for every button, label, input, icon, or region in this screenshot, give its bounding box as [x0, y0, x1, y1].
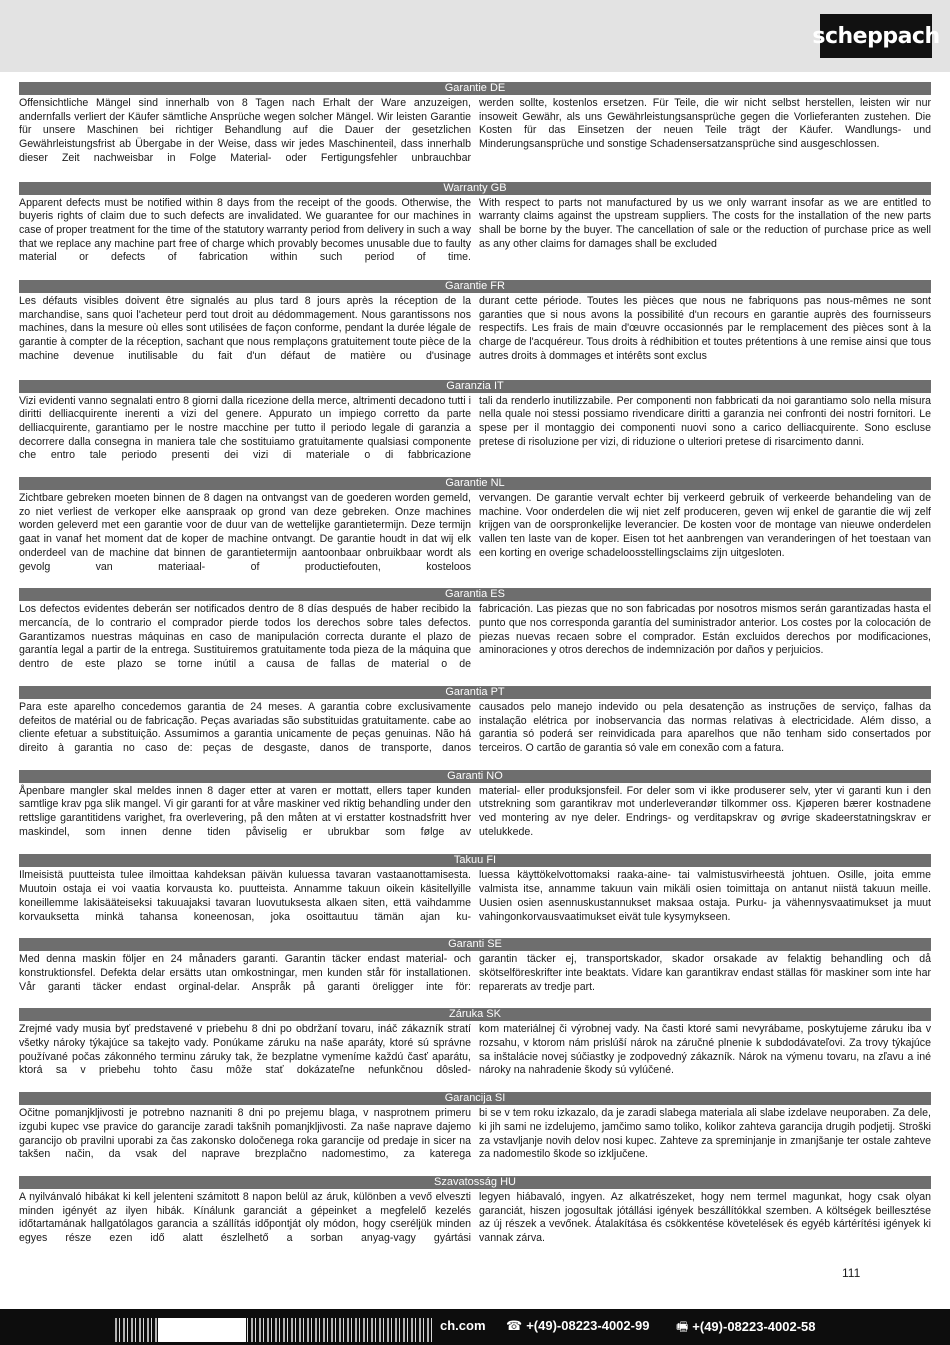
section-text-left: Apparent defects must be notified within 8 days from the receipt of the goods. Otherwise, the buyeris rights of claim due to such defects are invalidated. We guarantee for our machines in case of proper treatment for the time of the statutory warranty period from delivery in such a way that we replace any machine part free of charge which provably becomes unusable due to faulty material or defects of fabrication within such period of time. [19, 196, 471, 264]
warranty-section [19, 1176, 931, 1246]
section-text-right: causados pelo manejo indevido ou pela desatenção as instruções de serviço, falhas da instalação elétrica por inobservancia das normas relativas à electricidade. Além disso, a garantia só poderá ser reinvidicada para aparelhos que não tenham sido consertados por terceiros. O cartão de garantia só vale em conexão com a fatura. [479, 700, 931, 754]
section-text-right: werden sollte, kostenlos ersetzen. Für Teile, die wir nicht selbst herstellen, leisten wir nur insoweit Gewähr, als uns Gewährleistungsansprüche gegen die Vorlieferanten zustehen. Die Kosten für das Einsetzen der neuen Teile trägt der Käufer. Wandlungs- und Minderungsansprüche und sonstige Schadensersatzansprüche sind ausgeschlossen. [479, 97, 931, 151]
section-title: Warranty GB [19, 182, 931, 195]
section-title: Garantie NL [19, 477, 931, 490]
phone-icon: ☎ [506, 1318, 523, 1333]
section-text-right: durant cette période. Toutes les pièces que nous ne fabriquons pas nous-mêmes ne sont garanties que si nous avons la possibilité d'un recours en garantie auprès des fournisseurs respectifs. Les frais de main d'œuvre occasionnés par le remplacement des pièces sont à la charge de l'acquéreur. Tous droits à rédhibition et toutes prétentions à une remise ainsi que tous autres droits à dommages et intérêts sont exclus [479, 295, 931, 362]
warranty-section [19, 938, 931, 994]
footer-fax [676, 1318, 816, 1340]
section-text-left: Med denna maskin följer en 24 månaders garanti. Garantin täcker endast material- och konstruktionsfel. Defekta delar ersätts utan omkostningar, men kunden står för installationen. Vår garanti täcker endast orginal-delar. Anspråk på garanti öreligger inte för: [19, 953, 471, 993]
section-title: Szavatosság HU [19, 1176, 931, 1189]
barcode-block [158, 1318, 246, 1342]
section-text-right: garantin täcker ej, transportskador, skador orsakade av felaktig behandling och då skötselföreskrifter inte beaktats. Vidare kan garantikrav endast ställas för maskiner som inte har reparerats av tredje part. [479, 953, 931, 993]
section-text-left: Zrejmé vady musia byť predstavené v priebehu 8 dni po obdržaní tovaru, ináč zákazník stratí všetky nároky týkajúce sa takejto vady. Ponúkame záruku na naše aparáty, ktoré sú správne používané počas zákonného terminu záruky tak, že bezplatne vymeníme každú časť aparátu, ktorá sa v priebehu tohto času môže stať dokázateľne nefunkčnou dôsled- [19, 1023, 471, 1077]
warranty-section [19, 854, 931, 924]
warranty-section [19, 686, 931, 756]
section-text-left: Åpenbare mangler skal meldes innen 8 dager etter at varen er mottatt, ellers taper kunden samtlige krav pga slik mangel. Vi gir garanti for at våre maskiner ved riktig behandling under den rettslige garantitidens varighet, fra overlevering, på den måten at vi erstatter kostnadsfritt hver maskindel, som innen denne tiden påviselig er ubrukbar som følge av [19, 784, 471, 838]
section-title: Garantia PT [19, 686, 931, 699]
footer-fax-number: +(49)-08223-4002-58 [692, 1319, 816, 1334]
section-title: Garantie DE [19, 82, 931, 95]
section-title: Garanti NO [19, 770, 931, 783]
warranty-content [19, 82, 931, 1246]
footer-phone [506, 1318, 649, 1334]
section-text-right: legyen hiábavaló, ingyen. Az alkatrészeket, hogy nem termel magunkat, hogy csak olyan garanciát, hiszen jogosultak jótállási igények beszállítókkal szemben. A költségek beillesztése az új részek a vevőnek. Átalakítása és csökkentése követelések és egyéb kártérítési igények ki vannak zárva. [479, 1190, 931, 1245]
section-text-right: bi se v tem roku izkazalo, da je zaradi slabega materiala ali slabe izdelave neuporaben. Za dele, ki jih sami ne izdelujemo, jamčimo samo toliko, kolikor zahteva garancija drugih podjetij. Stroški za vstavljanje novih delov nosi kupec. Zahteve za spreminjanje in zmanjšanje ter ostale zahteve za nadomestilo škode so izključene. [479, 1107, 931, 1161]
fax-icon: 🖷 [676, 1319, 689, 1334]
section-text-left: Para este aparelho concedemos garantia de 24 meses. A garantia cobre exclusivamente defeitos de matérial ou de fabricação. Peças avariadas são substituidas gratuitamente. cabe ao cliente efetuar a substituição. Assumimos a garantia unicamente de peças genuinas. Não há direito à garantia no caso de: peças de desgaste, danos de transporte, danos [19, 700, 471, 754]
section-title: Garanzia IT [19, 380, 931, 393]
warranty-section [19, 380, 931, 464]
section-text-right: luessa käyttökelvottomaksi raaka-aine- tai valmistusvirheestä johtuen. Osille, joita emme valmista itse, annamme takuun vain mikäli osien toimittaja on antanut niistä takuun meille. Uusien osien asennuskustannukset maksaa ostaja. Purku- ja vähennysvaatimukset ja muut vahingonkorvausvaatimukset eivät tule kysymykseen. [479, 869, 931, 923]
page-footer [0, 1309, 950, 1345]
section-text-right: vervangen. De garantie vervalt echter bij verkeerd gebruik of verkeerde behandeling van de machine. Voor onderdelen die wij niet zelf produceren, geven wij enkel de garantie die wij zelf krijgen van de oorspronkelijke leverancier. De kosten voor de montage van nieuwe onderdelen vallen ten laste van de koper. Eisen tot het aanbrengen van veranderingen of het toestaan van een korting en overige schadeloosstellingsclaims zijn uitgesloten. [479, 492, 931, 559]
section-text-left: Očitne pomanjkljivosti je potrebno naznaniti 8 dni po prejemu blaga, v nasprotnem primeru izgubi kupec vse pravice do garancije zaradi takšnih pomanjkljivosti. Za naše naprave dajemo garancijo ob pravilni uporabi za čas zakonsko določenega roka garancije od predaje in sicer na takšen način, da vsak del naprave brezplačno nadomestimo, za katerega [19, 1107, 471, 1161]
section-text-left: Los defectos evidentes deberán ser notificados dentro de 8 días después de haber recibido la mercancía, de lo contrario el comprador pierde todos los derechos sobre tales defectos. Garantizamos nuestras máquinas en caso de manipulación correcta durante el plazo de garantía legal a partir de la entrega. Sustituiremos gratuitamente toda pieza de la máquina que dentro de este plazo se torne inútil a causa de fallas de material o de [19, 603, 471, 671]
footer-website[interactable]: ch.com [440, 1318, 486, 1333]
brand-logo: scheppach [820, 14, 932, 58]
page-header [0, 0, 950, 72]
section-title: Garantie FR [19, 280, 931, 293]
section-text-right: material- eller produksjonsfeil. For deler som vi ikke produserer selv, yter vi garanti kun i den utstrekning som garantikrav mot underleverandør tilkommer oss. Kjøperen bærer kostnadene ved montering av nye deler. Endrings- og verditapskrav og øvrige skadeerstatningskrav er utelukkede. [479, 784, 931, 838]
section-text-right: With respect to parts not manufactured by us we only warrant insofar as we are entitled to warranty claims against the upstream suppliers. The costs for the installation of the new parts shall be borne by the buyer. The cancellation of sale or the reduction of purchase price as well as any other claims for damages shall be excluded [479, 196, 931, 250]
section-text-left: Les défauts visibles doivent être signalés au plus tard 8 jours après la réception de la marchandise, sans quoi l'acheteur perd tout droit au dédommagement. Nous garantissons nos machines, dans la mesure où elles sont utilisées de façon conforme, pendant la durée légale de garantie à compter de la réception, sachant que nous remplaçons gratuitement toute pièce de la machine devenue inutilisable du fait d'un défaut de matière ou d'usinage [19, 295, 471, 362]
section-title: Garantia ES [19, 588, 931, 601]
section-text-right: fabricación. Las piezas que no son fabricadas por nosotros mismos serán garantizadas hasta el punto que nos corresponda garantía del suministrador anterior. Los costes por la colocación de piezas nuevas recaen sobre el comprador. Están excluidos derechos por modificaciones, aminoraciones y otros derechos de indemnización por daños y perjuicios. [479, 603, 931, 657]
section-text-left: Offensichtliche Mängel sind innerhalb von 8 Tagen nach Erhalt der Ware anzuzeigen, andernfalls verliert der Käufer sämtliche Ansprüche wegen solcher Mängel. Wir leisten Garantie für unsere Maschinen bei richtiger Behandlung auf die Dauer der gesetzlichen Gewährleistungsfrist ab Übergabe in der Weise, dass wir jedes Maschinenteil, dass innerhalb dieser Zeit nachweisbar in Folge Material- oder Fertigungsfehler unbrauchbar [19, 97, 471, 164]
warranty-section [19, 182, 931, 266]
warranty-section [19, 280, 931, 364]
footer-phone-number: +(49)-08223-4002-99 [526, 1318, 650, 1333]
warranty-section [19, 477, 931, 574]
section-text-right: kom materiálnej či výrobnej vady. Na časti ktoré sami nevyrábame, poskytujeme záruku iba v rozsahu, v ktorom nám prislúší nárok na záručné plnenie k subdodávateľovi. Za trovy týkajúce sa inštalácie novej súčiastky je zodpovedný zákazník. Nárok na výmenu tovaru, na zľavu a iné nároky na nahradenie škody sú vylúčené. [479, 1023, 931, 1077]
section-title: Takuu FI [19, 854, 931, 867]
section-text-left: Vizi evidenti vanno segnalati entro 8 giorni dalla ricezione della merce, altrimenti decadono tutti i diritti delliacquirente inerenti a vizi del genere. Appurato un impiego corretto da parte delliacquirente, garantiamo per le nostre macchine per tutto il periodo legale di garanzia a decorrere dalla consegna in maniera tale che sostituiamo gratuitamente qualsiasi componente che entro tale periodo presenti dei vizi di materiale o di fabbricazione [19, 394, 471, 462]
warranty-section [19, 588, 931, 672]
section-text-left: Ilmeisistä puutteista tulee ilmoittaa kahdeksan päivän kuluessa tavaran vastaanottamisesta. Muutoin ostaja ei voi vaatia korvausta ko. puutteista. Annamme takuun oikein käsitellyille koneillemme lakisääteiseksi takuuajaksi tavaran luovutuksesta alkaen siten, että vaihdamme korvauksetta minkä tahansa koneenosan, joka osoittautuu tämän ajan ku- [19, 869, 471, 923]
section-title: Garancija SI [19, 1092, 931, 1105]
section-text-right: tali da renderlo inutilizzabile. Per componenti non fabbricati da noi garantiamo solo nella misura nella quale noi stessi possiamo rivendicare diritti a garanzia nei confronti dei nostri fornitori. Le spese per il montaggio dei componenti nuovi sono a carico delliacquirente. Sono escluse pretese di risoluzione per vizi, di riduzione o ulteriori pretese di risarcimento danni. [479, 394, 931, 448]
warranty-section [19, 82, 931, 166]
section-text-left: Zichtbare gebreken moeten binnen de 8 dagen na ontvangst van de goederen worden gemeld, zo niet verliest de verkoper elke aanspraak op grond van deze gebreken. Onze machines worden geleverd met een garantie voor de duur van de wettelijke garantietermijn. Deze termijn gaat in vanaf het moment dat de koper de machine ontvangt. De garantie houdt in dat wij elk onderdeel van de machine dat binnen de garantietermijn aantoonbaar onbruikbaar wordt als gevolg van materiaal- of productiefouten, kosteloos [19, 492, 471, 573]
section-text-left: A nyilvánvaló hibákat ki kell jelenteni számitott 8 napon belül az áruk, különben a vevő elveszti minden igényét az ilyen hibák. Kínálunk garanciát a gépeinket a megfelelő kezelés időtartamának hallgatólagos garancia a szállítás időpontját oly módon, hogy cseréljük minden egyes része ezen idő alatt észlelhető a sorban anyag-vagy gyártási [19, 1190, 471, 1245]
warranty-section [19, 770, 931, 840]
warranty-section [19, 1008, 931, 1078]
warranty-section [19, 1092, 931, 1162]
page-number: 111 [842, 1266, 861, 1280]
section-title: Záruka SK [19, 1008, 931, 1021]
section-title: Garanti SE [19, 938, 931, 951]
